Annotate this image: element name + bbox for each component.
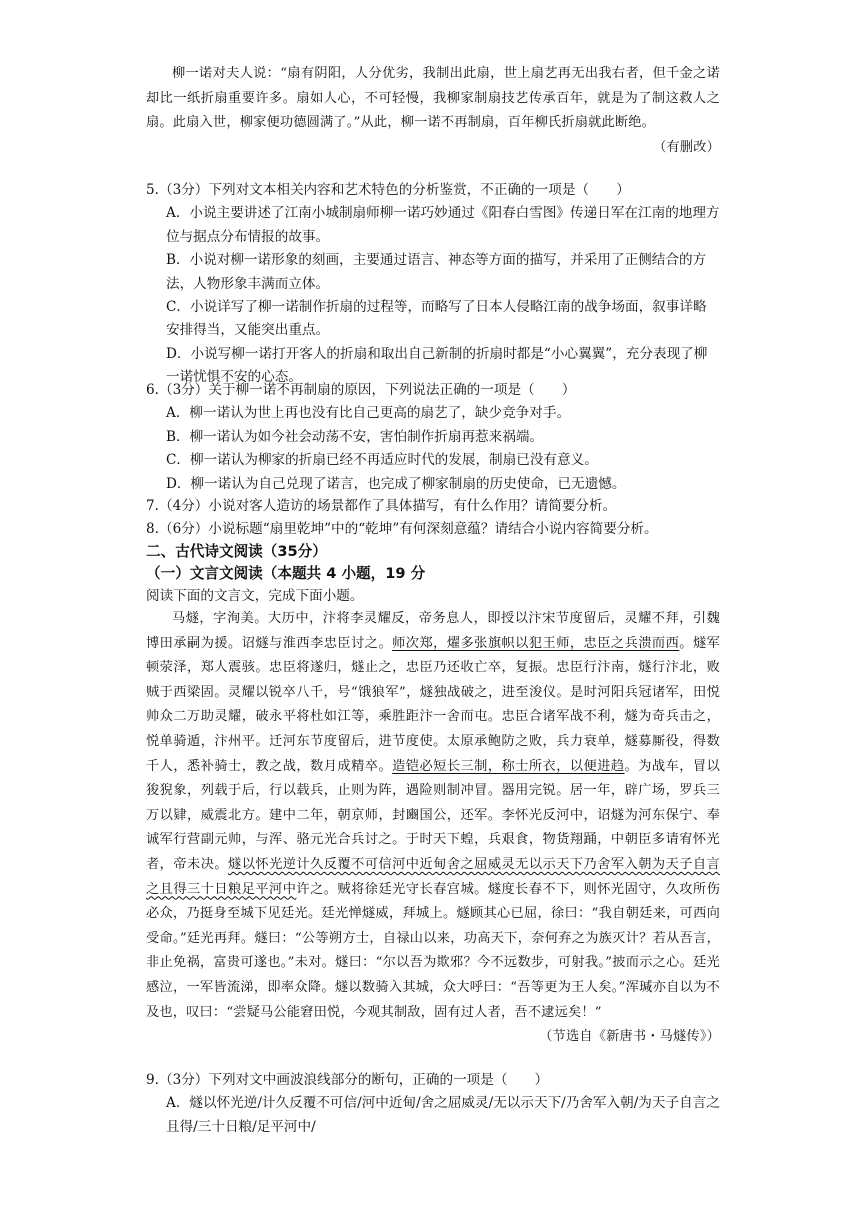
story-note: （有删改）: [653, 139, 720, 155]
question-6: [146, 379, 720, 496]
questions-7-8: [146, 495, 720, 542]
q5-option-a: A．小说主要讲述了江南小城制扇师柳一诺巧妙通过《阳春白雪图》传递日军在江南的地理方位与据点分布情报的故事。: [166, 205, 720, 245]
q5-option-b: B．小说对柳一诺形象的刻画，主要通过语言、神态等方面的描写，并采用了正侧结合的方法，人物形象丰满而立体。: [166, 252, 707, 292]
instruction: 阅读下面的文言文，完成下面小题。: [146, 588, 364, 604]
source-note: （节选自《新唐书・马燧传》）: [539, 1029, 720, 1045]
classical-paragraph: [146, 607, 720, 1025]
subsection-1-heading: （一）文言文阅读（本题共 4 小题，19 分: [146, 565, 426, 582]
q8: 8.（6分）小说标题“扇里乾坤”中的“乾坤”有何深刻意蕴？请结合小说内容简要分析。: [146, 521, 658, 538]
wavy-underlined-passage: 燧以怀光逆计久反覆不可信河中近甸舍之屈威灵无以示天下乃舍军入朝为天子自言之且得三十日粮足平河中: [146, 856, 720, 897]
text-segment: 。为战车，冒以狻猊象，列载于后，行以载兵，止则为阵，遇险则制冲冒。器用完锐。居一年，辟广场，罗兵三万以肄，威震北方。建中二年，朝京师，封豳国公，还军。李怀光反河中，诏燧为河东保宁、奉诚军行营副元帅，与浑、骆元光合兵讨之。于时天下蝗，兵艰食，物货翔踊，中朝臣多请宥怀光者，帝未决。: [146, 758, 721, 872]
q7: 7.（4分）小说对客人造访的场景都作了具体描写，有什么作用？请简要分析。: [146, 498, 617, 514]
q9-option-a: A．燧以怀光逆/计久反覆不可信/河中近甸/舍之屈威灵/无以示天下/乃舍军入朝/为天子自言之且得/三十日粮/足平河中/: [166, 1095, 720, 1135]
q6-option-c: C．柳一诺认为柳家的折扇已经不再适应时代的发展，制扇已没有意义。: [166, 452, 598, 469]
q6-option-d: D．柳一诺认为自己兑现了诺言，也完成了柳家制扇的历史使命，已无遗憾。: [166, 475, 626, 492]
q6-option-b: B．柳一诺认为如今社会动荡不安，害怕制作折扇再惹来祸端。: [166, 428, 544, 445]
text-segment: 马燧，字洵美。大历中，汴将李灵耀反，帝务息人，即授以汴宋节度留后，灵耀不拜，引魏博田承嗣为援。诏燧与淮西李忠臣讨之。: [146, 611, 720, 651]
section-2-heading: 二、古代诗文阅读（35分）: [146, 543, 327, 560]
section-heading-block: [146, 541, 720, 607]
q6-option-a: A．柳一诺认为世上再也没有比自己更高的扇艺了，缺少竞争对手。: [166, 405, 571, 422]
story-paragraph: 柳一诺对夫人说：“扇有阴阳，人分优劣，我制出此扇，世上扇艺再无出我右者，但千金之诺却比一纸折扇重要许多。扇如人心，不可轻慢，我柳家制扇技艺传承百年，就是为了制这救人之扇。此扇入世，柳家便功德圆满了。”从此，柳一诺不再制扇，百年柳氏折扇就此断绝。: [146, 66, 720, 131]
q6-stem: 6.（3分）关于柳一诺不再制扇的原因，下列说法正确的一项是（ ）: [146, 382, 576, 398]
question-5: [146, 179, 720, 390]
text-segment: 许之。贼将徐廷光守长春宫城。燧度长春不下，则怀光固守，久攻所伤必众，乃挺身至城下见廷光。廷光惮燧威，拜城上。燧顾其心已屈，徐曰：“我自朝廷来，可西向受命。”廷光再拜。燧曰：“公等朔方士，自禄山以来，功高天下，奈何弃之为族灭计？若从吾言，非止免祸，富贵可遂也。”未对。燧曰：“尔以吾为欺邪？今不远数步，可射我。”披而示之心。廷光感泣，一军皆流涕，即率众降。燧以数骑入其城，众大呼曰：“吾等更为王人矣。”浑瑊亦自以为不及也，叹曰：“尝疑马公能窘田悦，今观其制敌，固有过人者，吾不逮远矣！”: [146, 881, 720, 1020]
underlined-sentence-1: 师次郑，燿多张旗帜以犯王师，忠臣之兵溃而西: [392, 635, 680, 651]
question-9: [146, 1069, 720, 1139]
q9-stem: 9.（3分）下列对文中画波浪线部分的断句，正确的一项是（ ）: [146, 1072, 549, 1088]
underlined-sentence-2: 造铠必短长三制，称士所衣，以便进趋: [392, 758, 625, 774]
q5-stem: 5.（3分）下列对文本相关内容和艺术特色的分析鉴赏，不正确的一项是（ ）: [146, 182, 630, 198]
q5-option-d: D．小说写柳一诺打开客人的折扇和取出自己新制的折扇时都是“小心翼翼”，充分表现了柳一诺忧惧不安的心态。: [166, 345, 708, 386]
classical-text: [146, 607, 720, 1050]
q5-option-c: C．小说详写了柳一诺制作折扇的过程等，而略写了日本人侵略江南的战争场面，叙事详略安排得当，又能突出重点。: [166, 299, 707, 339]
story-ending: [146, 62, 720, 160]
text-segment: 。燧军顿荥泽，郑人震骇。忠臣将遂归，燧止之，忠臣乃还收亡卒，复振。忠臣行汴南，燧行汴北，败贼于西梁固。灵耀以锐卒八千，号“饿狼军”，燧独战破之，进至浚仪。是时河阳兵冠诸军，田悦帅众二万助灵耀，破永平将杜如江等，乘胜距汴一舍而屯。忠臣合诸军战不利，燧为奇兵击之，悦单骑遁，汴州平。迁河东节度留后，进节度使。太原承鲍防之败，兵力衰单，燧募厮役，得数千人，悉补骑士，教之战，数月成精卒。: [146, 635, 720, 774]
